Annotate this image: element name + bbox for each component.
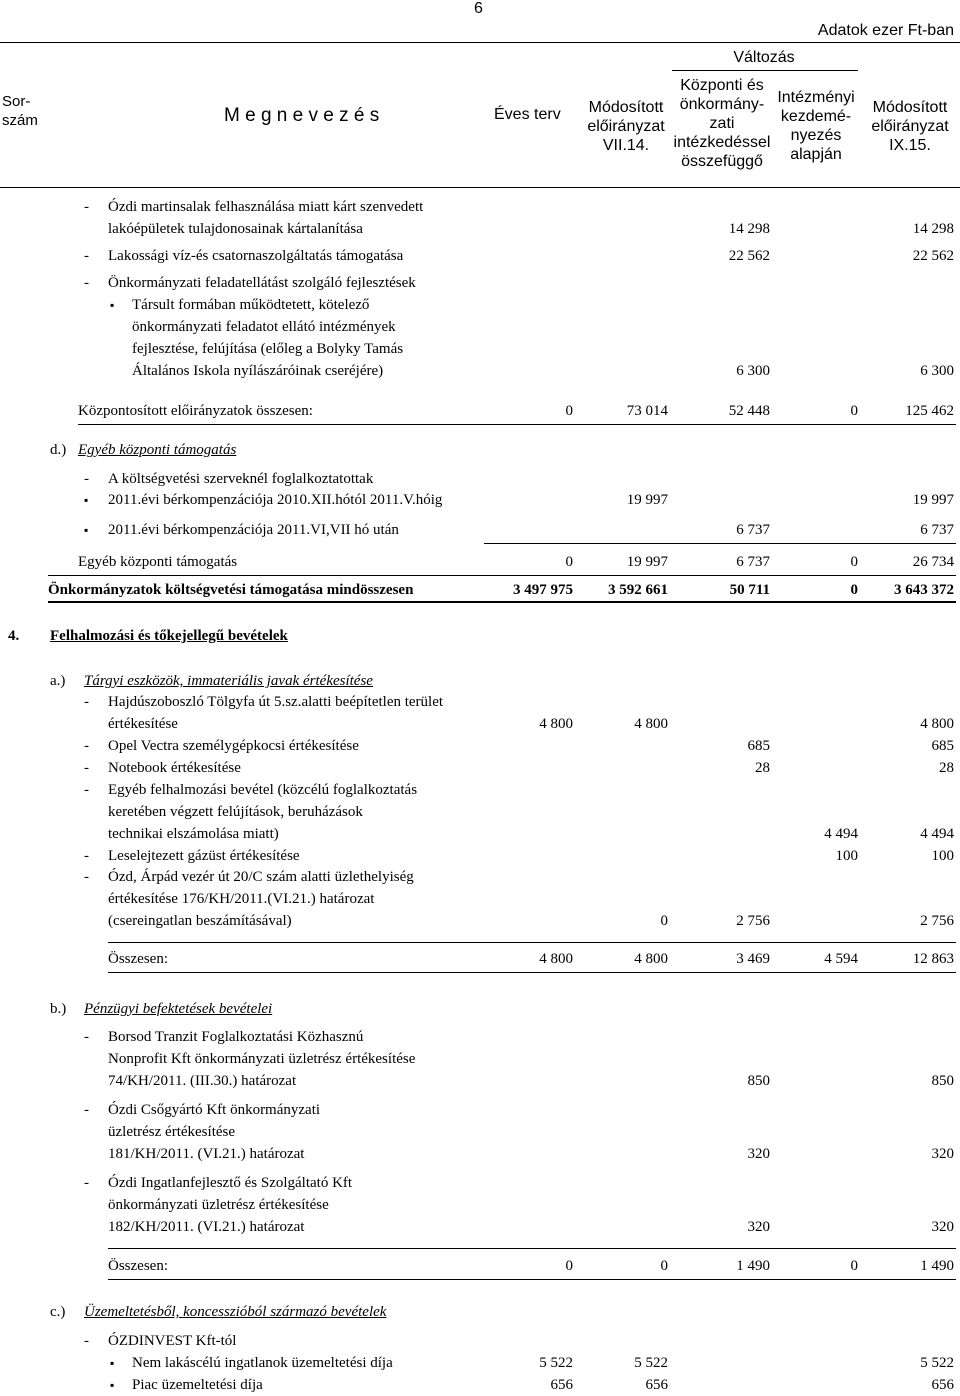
header-modified-sep: Módosított előirányzat IX.15. [871, 99, 949, 154]
unit-note: Adatok ezer Ft-ban [817, 22, 954, 39]
bullet-icon [110, 1376, 114, 1394]
rule-b-items [108, 1248, 956, 1249]
bullet-icon [84, 491, 88, 509]
rule-d-items [484, 543, 956, 544]
header-row-number: Sor- szám [2, 93, 38, 129]
rule-a-items [108, 942, 956, 943]
header-institutional: Intézményi kezdemé- nyezés alapján [777, 89, 855, 163]
rule-a-total [108, 972, 956, 973]
page-number: 6 [474, 0, 483, 17]
rule-b-total [108, 1279, 956, 1280]
header-change-rule [672, 70, 858, 71]
header-top-rule [0, 42, 960, 43]
rule-d-total [48, 575, 956, 576]
header-annual-plan: Éves terv [494, 106, 561, 123]
rule-grand-total [48, 601, 956, 603]
header-name: M e g n e v e z é s [224, 105, 380, 126]
header-bottom-rule [0, 187, 960, 188]
rule-total-central [78, 424, 956, 425]
bullet-icon [110, 1354, 114, 1372]
header-modified-jul: Módosított előirányzat VII.14. [587, 99, 665, 154]
bullet-icon [110, 296, 114, 314]
header-central: Központi és önkormány- zati intézkedéssel összefüggő [673, 77, 771, 170]
header-change: Változás [733, 49, 795, 66]
bullet-icon [84, 521, 88, 539]
